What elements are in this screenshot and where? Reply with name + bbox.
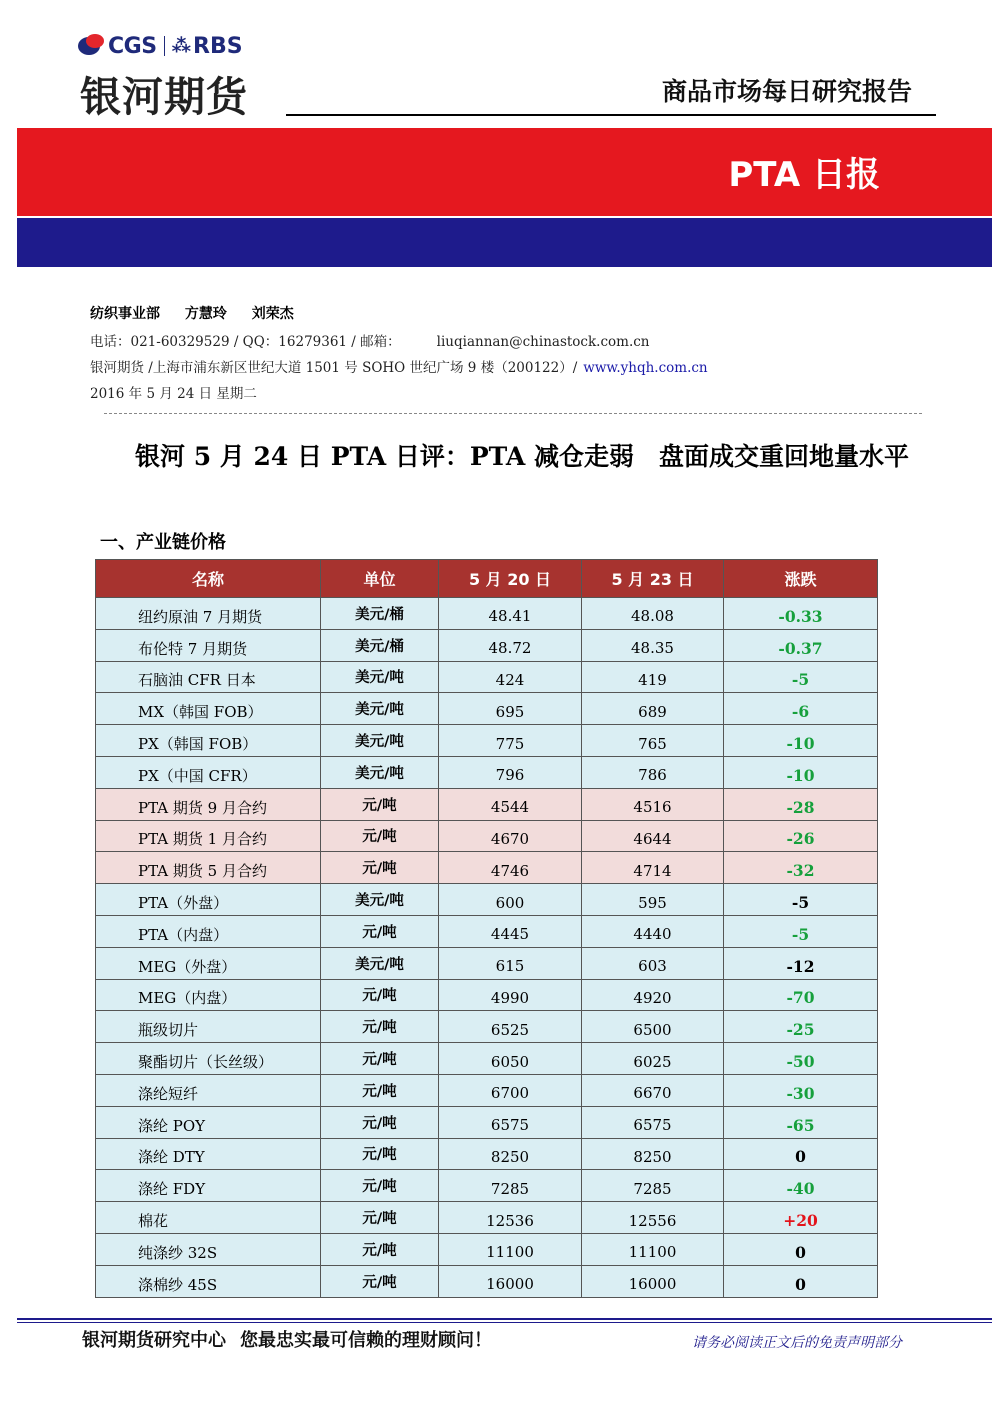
price-may23-cell: 419 [582, 661, 724, 693]
item-name-cell: 纽约原油 7 月期货 [96, 598, 321, 630]
email-address: liuqiannan@chinastock.com.cn [436, 334, 650, 350]
address-text: 银河期货 /上海市浦东新区世纪大道 1501 号 SOHO 世纪广场 9 楼（200122）/ [90, 360, 578, 376]
price-may23-cell: 11100 [582, 1233, 724, 1265]
website-link[interactable]: www.yhqh.com.cn [583, 360, 708, 376]
price-may23-cell: 765 [582, 725, 724, 757]
item-name-cell: 布伦特 7 月期货 [96, 629, 321, 661]
item-name-cell: MEG（外盘） [96, 947, 321, 979]
footer-divider [17, 1318, 992, 1320]
unit-cell: 美元/桶 [321, 598, 439, 630]
author-name: 刘荣杰 [251, 306, 294, 322]
item-name-cell: 纯涤纱 32S [96, 1233, 321, 1265]
report-headline: 银河 5 月 24 日 PTA 日评：PTA 减仓走弱 盘面成交重回地量水平 [135, 442, 909, 471]
unit-cell: 元/吨 [321, 820, 439, 852]
price-may23-cell: 4714 [582, 852, 724, 884]
table-header-row [96, 560, 878, 598]
table-row [96, 693, 878, 725]
unit-cell: 美元/吨 [321, 661, 439, 693]
item-name-cell: PTA 期货 9 月合约 [96, 788, 321, 820]
price-may20-cell: 775 [439, 725, 582, 757]
table-row [96, 725, 878, 757]
price-may23-cell: 4920 [582, 979, 724, 1011]
price-may23-cell: 595 [582, 884, 724, 916]
price-may20-cell: 48.41 [439, 598, 582, 630]
price-may20-cell: 8250 [439, 1138, 582, 1170]
logo-rbs-mark-icon: ⁂ [171, 35, 191, 57]
unit-cell: 元/吨 [321, 788, 439, 820]
disclaimer-note: 请务必阅读正文后的免责声明部分 [692, 1335, 902, 1351]
price-may20-cell: 4670 [439, 820, 582, 852]
price-may23-cell: 16000 [582, 1265, 724, 1297]
item-name-cell: PX（中国 CFR） [96, 756, 321, 788]
price-may20-cell: 6050 [439, 1043, 582, 1075]
slogan-text: 您最忠实最可信赖的理财顾问！ [240, 1330, 492, 1351]
author-name: 方慧玲 [184, 306, 227, 322]
price-may23-cell: 4644 [582, 820, 724, 852]
price-may20-cell: 6525 [439, 1011, 582, 1043]
table-row [96, 661, 878, 693]
unit-cell: 元/吨 [321, 852, 439, 884]
item-name-cell: PTA（内盘） [96, 915, 321, 947]
price-may23-cell: 6500 [582, 1011, 724, 1043]
table-row [96, 979, 878, 1011]
item-name-cell: MX（韩国 FOB） [96, 693, 321, 725]
change-cell: -10 [724, 725, 878, 757]
unit-cell: 元/吨 [321, 979, 439, 1011]
column-header: 涨跌 [724, 560, 878, 598]
price-may23-cell: 12556 [582, 1202, 724, 1234]
report-date: 2016 年 5 月 24 日 星期二 [90, 386, 257, 402]
price-table [95, 559, 878, 1298]
contact-info: 电话：021-60329529 / QQ：16279361 / 邮箱： [90, 334, 401, 350]
price-may20-cell: 4990 [439, 979, 582, 1011]
unit-cell: 美元/吨 [321, 756, 439, 788]
change-cell: -10 [724, 756, 878, 788]
item-name-cell: 石脑油 CFR 日本 [96, 661, 321, 693]
item-name-cell: 聚酯切片（长丝级） [96, 1043, 321, 1075]
change-cell: 0 [724, 1265, 878, 1297]
price-may23-cell: 603 [582, 947, 724, 979]
unit-cell: 美元/桶 [321, 629, 439, 661]
change-cell: -5 [724, 884, 878, 916]
table-row [96, 1233, 878, 1265]
item-name-cell: PTA 期货 5 月合约 [96, 852, 321, 884]
item-name-cell: 涤棉纱 45S [96, 1265, 321, 1297]
section-title: 一、产业链价格 [100, 532, 226, 553]
change-cell: -32 [724, 852, 878, 884]
price-may20-cell: 615 [439, 947, 582, 979]
footer-divider-thin [17, 1322, 992, 1323]
logo-divider [164, 36, 165, 56]
item-name-cell: 涤纶 FDY [96, 1170, 321, 1202]
author-line [90, 303, 314, 323]
price-may20-cell: 424 [439, 661, 582, 693]
change-cell: -6 [724, 693, 878, 725]
unit-cell: 元/吨 [321, 1011, 439, 1043]
item-name-cell: 棉花 [96, 1202, 321, 1234]
research-center: 银河期货研究中心 [82, 1330, 226, 1351]
table-row [96, 884, 878, 916]
unit-cell: 美元/吨 [321, 693, 439, 725]
column-header: 5 月 23 日 [582, 560, 724, 598]
price-may20-cell: 11100 [439, 1233, 582, 1265]
price-may23-cell: 689 [582, 693, 724, 725]
table-row [96, 1074, 878, 1106]
price-may23-cell: 4440 [582, 915, 724, 947]
footer-slogan [82, 1326, 492, 1352]
unit-cell: 元/吨 [321, 1043, 439, 1075]
unit-cell: 美元/吨 [321, 884, 439, 916]
change-cell: 0 [724, 1138, 878, 1170]
price-may20-cell: 6575 [439, 1106, 582, 1138]
price-may20-cell: 4445 [439, 915, 582, 947]
item-name-cell: 瓶级切片 [96, 1011, 321, 1043]
table-row [96, 947, 878, 979]
change-cell: -25 [724, 1011, 878, 1043]
table-row [96, 915, 878, 947]
price-may20-cell: 4544 [439, 788, 582, 820]
company-logo [78, 32, 243, 60]
unit-cell: 元/吨 [321, 1265, 439, 1297]
change-cell: -5 [724, 915, 878, 947]
price-may20-cell: 4746 [439, 852, 582, 884]
item-name-cell: 涤纶短纤 [96, 1074, 321, 1106]
change-cell: +20 [724, 1202, 878, 1234]
unit-cell: 美元/吨 [321, 725, 439, 757]
column-header: 单位 [321, 560, 439, 598]
price-may23-cell: 4516 [582, 788, 724, 820]
table-row [96, 1265, 878, 1297]
table-row [96, 629, 878, 661]
change-cell: -65 [724, 1106, 878, 1138]
table-row [96, 1043, 878, 1075]
logo-chinese-name: 银河期货 [80, 73, 248, 121]
logo-rbs-text: RBS [193, 33, 243, 59]
price-may23-cell: 7285 [582, 1170, 724, 1202]
table-row [96, 1106, 878, 1138]
price-may23-cell: 6025 [582, 1043, 724, 1075]
price-may20-cell: 7285 [439, 1170, 582, 1202]
change-cell: -50 [724, 1043, 878, 1075]
logo-swirl-icon [78, 34, 106, 58]
unit-cell: 元/吨 [321, 1138, 439, 1170]
change-cell: -0.33 [724, 598, 878, 630]
table-row [96, 1170, 878, 1202]
contact-line [90, 330, 650, 350]
table-row [96, 756, 878, 788]
price-may20-cell: 16000 [439, 1265, 582, 1297]
change-cell: -12 [724, 947, 878, 979]
price-may20-cell: 796 [439, 756, 582, 788]
change-cell: -0.37 [724, 629, 878, 661]
logo-cgs-text: CGS [108, 33, 157, 59]
change-cell: -30 [724, 1074, 878, 1106]
unit-cell: 元/吨 [321, 1170, 439, 1202]
address-line [90, 356, 708, 376]
change-cell: -5 [724, 661, 878, 693]
column-header: 5 月 20 日 [439, 560, 582, 598]
department: 纺织事业部 [90, 306, 160, 322]
change-cell: -28 [724, 788, 878, 820]
price-may23-cell: 8250 [582, 1138, 724, 1170]
price-may20-cell: 695 [439, 693, 582, 725]
price-may23-cell: 786 [582, 756, 724, 788]
blue-banner [17, 218, 992, 267]
table-row [96, 820, 878, 852]
unit-cell: 元/吨 [321, 1233, 439, 1265]
unit-cell: 元/吨 [321, 915, 439, 947]
price-may20-cell: 48.72 [439, 629, 582, 661]
price-may20-cell: 6700 [439, 1074, 582, 1106]
column-header: 名称 [96, 560, 321, 598]
price-may23-cell: 48.08 [582, 598, 724, 630]
item-name-cell: MEG（内盘） [96, 979, 321, 1011]
price-may20-cell: 12536 [439, 1202, 582, 1234]
table-row [96, 852, 878, 884]
change-cell: -26 [724, 820, 878, 852]
item-name-cell: PTA 期货 1 月合约 [96, 820, 321, 852]
unit-cell: 元/吨 [321, 1202, 439, 1234]
table-row [96, 1202, 878, 1234]
item-name-cell: 涤纶 DTY [96, 1138, 321, 1170]
unit-cell: 元/吨 [321, 1074, 439, 1106]
table-row [96, 598, 878, 630]
price-may23-cell: 6575 [582, 1106, 724, 1138]
dashed-divider [104, 413, 922, 414]
item-name-cell: PTA（外盘） [96, 884, 321, 916]
price-may23-cell: 6670 [582, 1074, 724, 1106]
item-name-cell: PX（韩国 FOB） [96, 725, 321, 757]
price-may23-cell: 48.35 [582, 629, 724, 661]
price-may20-cell: 600 [439, 884, 582, 916]
change-cell: -40 [724, 1170, 878, 1202]
table-row [96, 788, 878, 820]
banner-title: PTA 日报 [728, 155, 880, 195]
change-cell: -70 [724, 979, 878, 1011]
table-row [96, 1011, 878, 1043]
header-divider [286, 114, 936, 116]
unit-cell: 美元/吨 [321, 947, 439, 979]
unit-cell: 元/吨 [321, 1106, 439, 1138]
report-type-title: 商品市场每日研究报告 [661, 77, 912, 106]
item-name-cell: 涤纶 POY [96, 1106, 321, 1138]
change-cell: 0 [724, 1233, 878, 1265]
table-row [96, 1138, 878, 1170]
